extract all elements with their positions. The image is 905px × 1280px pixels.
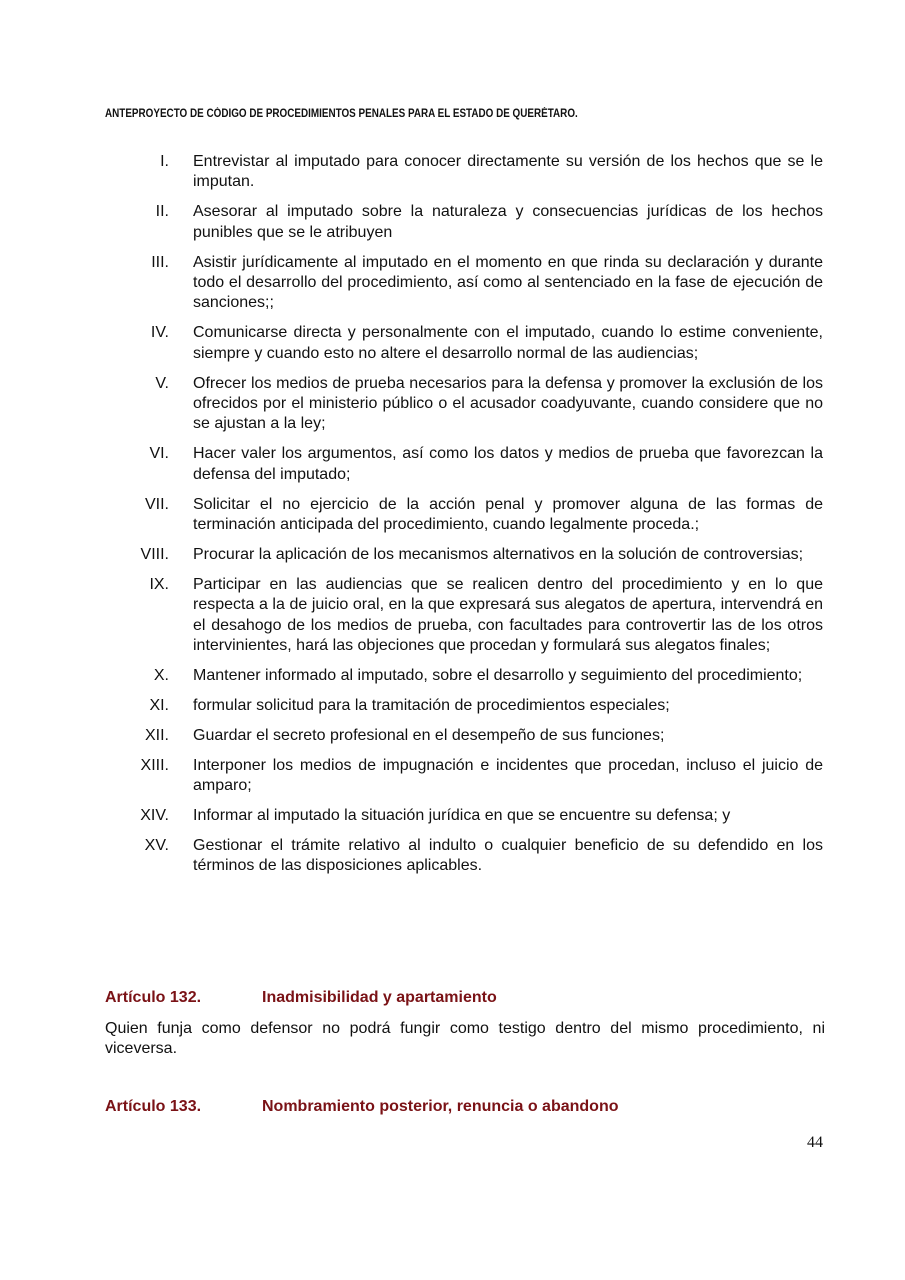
- list-item-text: Hacer valer los argumentos, así como los datos y medios de prueba que favorezcan la defensa del imputado;: [193, 445, 823, 483]
- list-item: [105, 575, 823, 657]
- list-item-number: XII.: [144, 726, 169, 744]
- list-item-text: Solicitar el no ejercicio de la acción penal y promover alguna de las formas de terminación anticipada del procedimiento, cuando legalmente proceda.;: [193, 495, 823, 534]
- page-header: ANTEPROYECTO DE CÓDIGO DE PROCEDIMIENTOS PENALES PARA EL ESTADO DE QUERÉTARO.: [105, 108, 578, 120]
- article-132-title: Inadmisibilidad y apartamiento: [262, 989, 497, 1006]
- list-item-text: Comunicarse directa y personalmente con el imputado, cuando lo estime conveniente, siempre y cuando esto no altere el desarrollo normal de las audiencias;: [193, 324, 823, 362]
- list-item: [105, 756, 823, 797]
- list-item: [105, 323, 823, 364]
- list-item-number: VIII.: [140, 546, 169, 563]
- article-132-body: Quien funja como defensor no podrá fungir como testigo dentro del mismo procedimiento, ni viceversa.: [105, 1020, 825, 1058]
- list-item-text: Asistir jurídicamente al imputado en el momento en que rinda su declaración y durante todo el desarrollo del procedimiento, así como al sentenciado en la fase de ejecución de sanciones;;: [193, 253, 823, 312]
- list-item-text: Procurar la aplicación de los mecanismos alternativos en la solución de controversias;: [193, 546, 804, 563]
- list-item-text: Gestionar el trámite relativo al indulto o cualquier beneficio de su defendido en los términos de las disposiciones aplicables.: [193, 836, 823, 875]
- article-132-label: Artículo 132.: [105, 989, 202, 1006]
- list-item: [105, 545, 823, 565]
- article-133-title: Nombramiento posterior, renuncia o abandono: [262, 1098, 619, 1115]
- list-item: [105, 495, 823, 536]
- list-item-text: Mantener informado al imputado, sobre el desarrollo y seguimiento del procedimiento;: [193, 667, 803, 685]
- list-item: [105, 666, 823, 686]
- list-item-number: III.: [151, 253, 169, 271]
- list-item-number: XV.: [144, 836, 169, 854]
- article-133-label: Artículo 133.: [105, 1098, 202, 1115]
- list-item-number: IV.: [150, 324, 169, 342]
- numbered-list: [105, 152, 823, 886]
- list-item-number: X.: [153, 667, 169, 685]
- list-item-number: VII.: [144, 495, 169, 513]
- list-item-number: XI.: [149, 696, 169, 714]
- list-item-number: I.: [160, 153, 169, 170]
- list-item-text: formular solicitud para la tramitación de procedimientos especiales;: [193, 696, 670, 714]
- list-item-number: XIII.: [140, 756, 169, 774]
- list-item: [105, 253, 823, 314]
- list-item-text: Guardar el secreto profesional en el desempeño de sus funciones;: [193, 726, 665, 744]
- list-item-text: Asesorar al imputado sobre la naturaleza y consecuencias jurídicas de los hechos punibles que se le atribuyen: [193, 203, 823, 241]
- list-item: [105, 836, 823, 877]
- list-item-number: VI.: [149, 445, 169, 463]
- list-item: [105, 202, 823, 243]
- list-item-text: Participar en las audiencias que se realicen dentro del procedimiento y en lo que respecta a la de juicio oral, en la que expresará sus alegatos de apertura, intervendrá en el desahogo de los medios de prueba, con facultades para controvertir las de los otros intervinientes, hará las objeciones que procedan y formulará sus alegatos finales;: [193, 575, 823, 655]
- page-number: 44: [807, 1134, 823, 1151]
- list-item-number: V.: [155, 374, 169, 392]
- article-132-heading: [105, 989, 497, 1007]
- article-133-heading: [105, 1098, 618, 1116]
- list-item-number: IX.: [149, 575, 169, 593]
- list-item: [105, 696, 823, 716]
- list-item-text: Entrevistar al imputado para conocer directamente su versión de los hechos que se le imputan.: [193, 153, 823, 191]
- list-item-number: II.: [155, 203, 169, 221]
- list-item: [105, 806, 823, 826]
- list-item-text: Interponer los medios de impugnación e incidentes que procedan, incluso el juicio de amparo;: [193, 756, 823, 795]
- list-item: [105, 152, 823, 193]
- list-item: [105, 374, 823, 435]
- list-item: [105, 444, 823, 485]
- list-item-number: XIV.: [140, 807, 169, 825]
- list-item-text: Informar al imputado la situación jurídica en que se encuentre su defensa; y: [193, 807, 731, 825]
- list-item-text: Ofrecer los medios de prueba necesarios para la defensa y promover la exclusión de los ofrecidos por el ministerio público o el acusador coadyuvante, cuando considere que no se ajustan a la ley;: [193, 374, 823, 433]
- list-item: [105, 726, 823, 746]
